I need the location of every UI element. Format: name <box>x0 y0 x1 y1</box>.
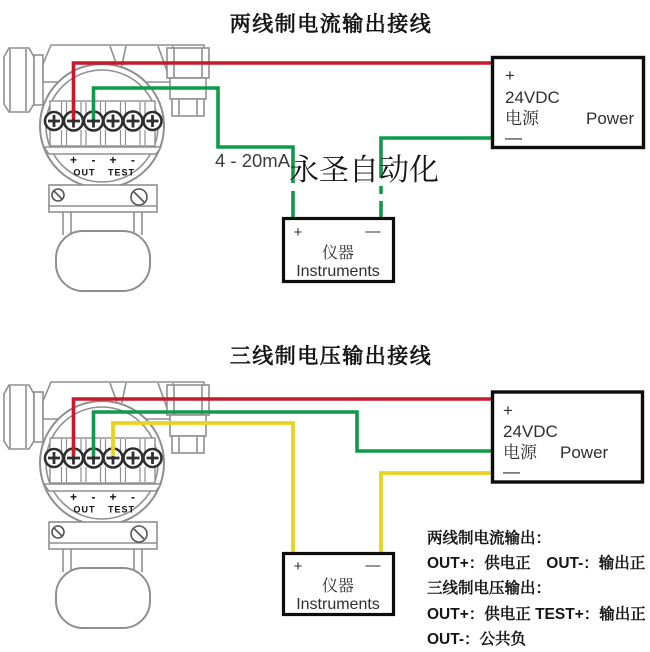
instrument-minus-terminal: — <box>365 223 381 240</box>
instrument-label-cn: 仪器 <box>321 578 355 595</box>
power-plus-terminal: + <box>505 66 515 85</box>
note-line-3: 三线制电压输出： <box>427 580 552 597</box>
instrument-label-cn: 仪器 <box>321 245 355 262</box>
transmitter-top <box>4 45 209 291</box>
watermark-text: 永圣自动化 <box>289 154 439 187</box>
power-voltage-label: 24VDC <box>503 422 558 441</box>
power-plus-terminal: + <box>503 401 513 420</box>
note-line-2: OUT+：供电正 OUT-：输出正 <box>427 555 646 572</box>
instrument-label-en: Instruments <box>296 263 380 280</box>
power-minus-terminal: — <box>505 128 522 147</box>
current-range-label: 4 - 20mA <box>215 150 291 171</box>
wiring-notes <box>427 528 646 648</box>
bottom-section-title: 三线制电压输出接线 <box>229 345 433 368</box>
note-line-5: OUT-：公共负 <box>427 631 527 648</box>
instrument-label-en: Instruments <box>296 596 380 613</box>
power-label-en: Power <box>586 109 635 128</box>
note-line-4: OUT+：供电正 TEST+：输出正 <box>427 606 646 623</box>
power-voltage-label: 24VDC <box>505 88 560 107</box>
power-label-cn: 电源 <box>503 443 537 462</box>
instrument-plus-terminal: + <box>293 558 303 575</box>
instrument-plus-terminal: + <box>293 224 303 241</box>
top-section-title: 两线制电流输出接线 <box>229 13 433 36</box>
power-label-en: Power <box>560 443 609 462</box>
note-line-1: 两线制电流输出： <box>427 530 552 547</box>
instrument-minus-terminal: — <box>365 557 381 574</box>
transmitter-bottom <box>4 382 209 628</box>
power-minus-terminal: — <box>503 462 520 481</box>
power-label-cn: 电源 <box>505 109 539 128</box>
